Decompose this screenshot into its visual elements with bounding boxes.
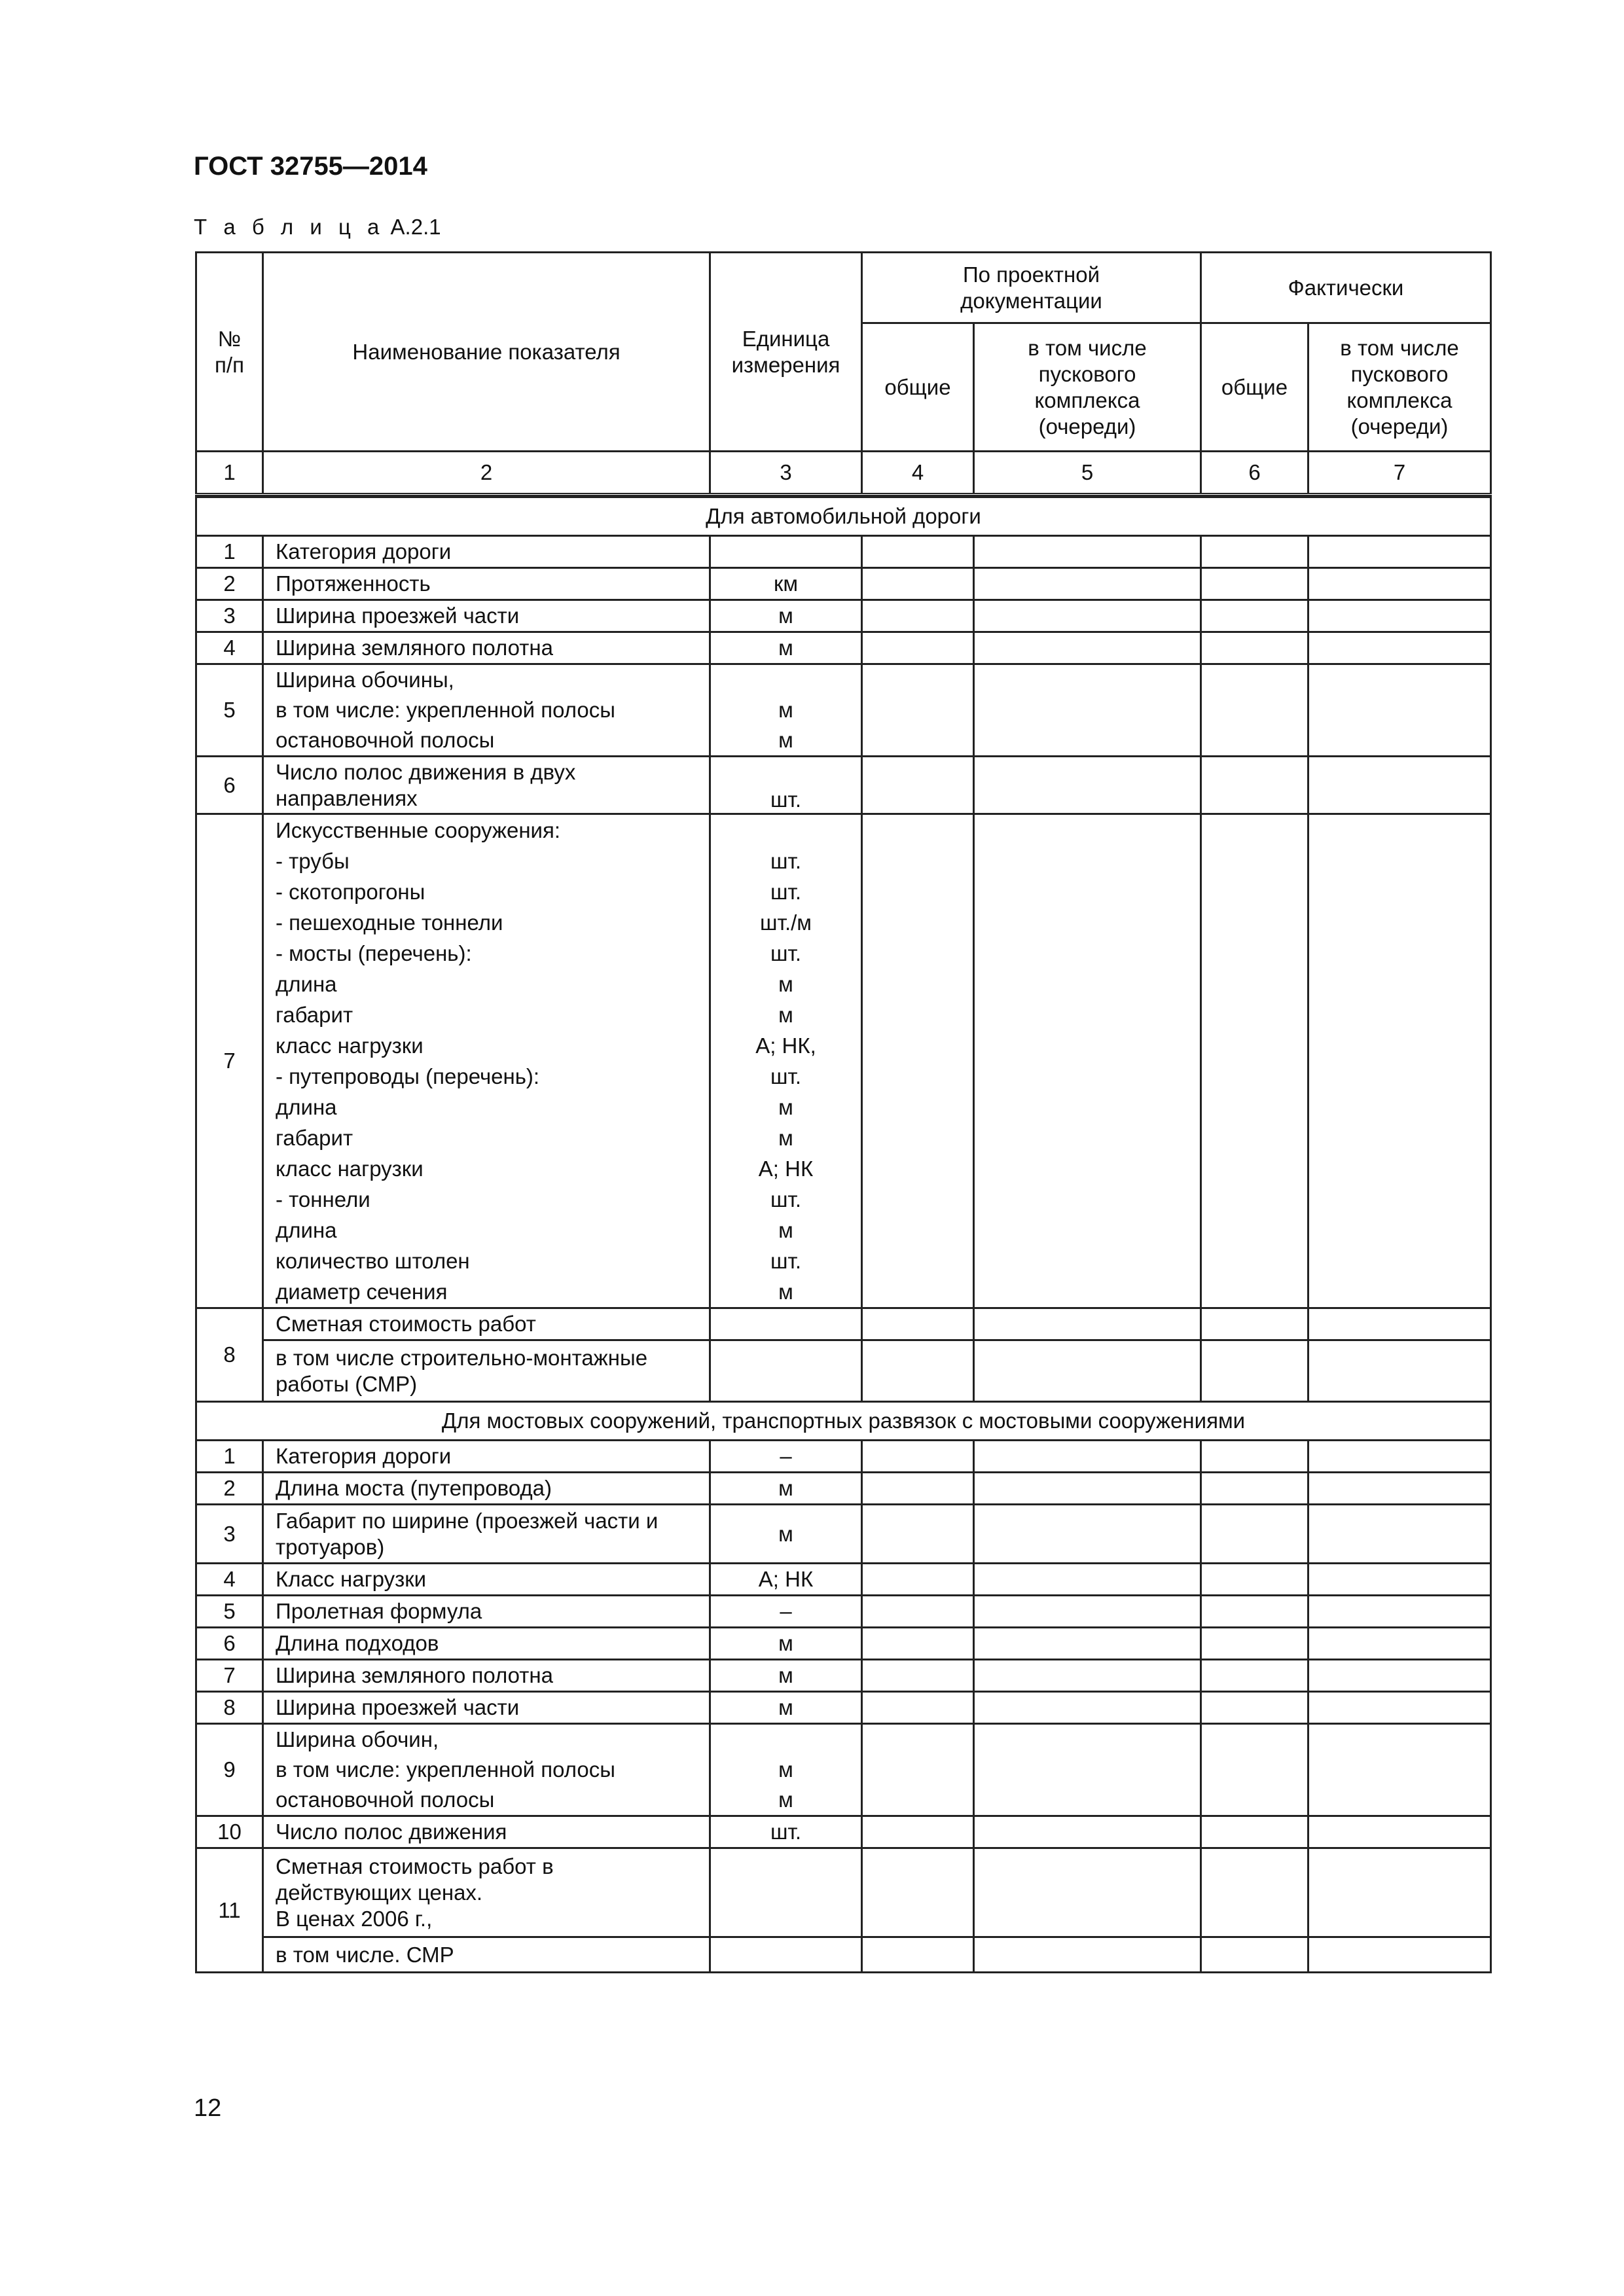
table-row — [196, 814, 1491, 1308]
table-word: Т а б л и ц а — [194, 215, 385, 239]
value-cell[interactable] — [862, 814, 974, 1308]
row-name: в том числе: укрепленной полосы — [263, 695, 710, 725]
row-name: Длина моста (путепровода) — [263, 1473, 710, 1505]
row-number: 3 — [196, 600, 263, 632]
row-name: в том числе: укрепленной полосы — [263, 1755, 710, 1785]
value-cell[interactable] — [1201, 1660, 1308, 1692]
row-unit — [710, 664, 862, 696]
value-cell[interactable] — [862, 1937, 974, 1973]
value-cell[interactable] — [974, 1505, 1201, 1564]
value-cell[interactable] — [974, 600, 1201, 632]
row-number: 8 — [196, 1692, 263, 1724]
column-index: 7 — [1308, 452, 1491, 495]
table-caption — [194, 215, 441, 240]
value-cell[interactable] — [1308, 536, 1491, 568]
row-name: Габарит по ширине (проезжей части и тротуаров) — [263, 1505, 710, 1564]
table-number: А.2.1 — [390, 215, 441, 239]
row-name: Ширина земляного полотна — [263, 632, 710, 664]
column-index: 5 — [974, 452, 1201, 495]
value-cell[interactable] — [1201, 1937, 1308, 1973]
row-name: Ширина обочин, — [263, 1724, 710, 1755]
column-header-unit: Единица измерения — [710, 253, 862, 452]
value-cell[interactable] — [1308, 1937, 1491, 1973]
value-cell[interactable] — [1308, 1473, 1491, 1505]
value-cell[interactable] — [1201, 600, 1308, 632]
value-cell[interactable] — [862, 1564, 974, 1596]
table-row — [196, 757, 1491, 814]
value-cell[interactable] — [862, 600, 974, 632]
value-cell[interactable] — [1201, 1340, 1308, 1402]
value-cell[interactable] — [862, 1692, 974, 1724]
row-unit: м — [710, 1628, 862, 1660]
row-number: 5 — [196, 1596, 263, 1628]
table-row — [196, 1816, 1491, 1848]
table-row — [196, 600, 1491, 632]
row-unit: м — [710, 600, 862, 632]
row-name: Пролетная формула — [263, 1596, 710, 1628]
value-cell[interactable] — [1201, 1724, 1308, 1755]
column-index-row — [196, 452, 1491, 495]
row-number: 3 — [196, 1505, 263, 1564]
value-cell[interactable] — [862, 1596, 974, 1628]
value-cell[interactable] — [1201, 1692, 1308, 1724]
value-cell[interactable] — [974, 1785, 1201, 1816]
value-cell[interactable] — [1308, 1505, 1491, 1564]
row-unit: м — [710, 1660, 862, 1692]
row-unit: А; НК — [710, 1564, 862, 1596]
row-unit: км — [710, 568, 862, 600]
value-cell[interactable] — [1201, 814, 1308, 1308]
row-unit — [710, 1724, 862, 1755]
value-cell[interactable] — [1308, 1660, 1491, 1692]
table-row — [196, 1596, 1491, 1628]
row-unit: – — [710, 1441, 862, 1473]
value-cell[interactable] — [974, 1660, 1201, 1692]
value-cell[interactable] — [862, 1340, 974, 1402]
row-name: Сметная стоимость работ — [263, 1308, 710, 1340]
row-name: Ширина обочины, — [263, 664, 710, 696]
row-name: Протяженность — [263, 568, 710, 600]
table-row — [196, 1473, 1491, 1505]
value-cell[interactable] — [974, 814, 1201, 1308]
value-cell[interactable] — [862, 1473, 974, 1505]
row-unit: м — [710, 632, 862, 664]
row-number: 6 — [196, 1628, 263, 1660]
value-cell[interactable] — [1201, 1596, 1308, 1628]
value-cell[interactable] — [1308, 600, 1491, 632]
value-cell[interactable] — [1308, 1692, 1491, 1724]
table-row — [196, 1937, 1491, 1973]
row-unit: м — [710, 725, 862, 757]
value-cell[interactable] — [1308, 1441, 1491, 1473]
row-name: остановочной полосы — [263, 1785, 710, 1816]
value-cell[interactable] — [974, 1596, 1201, 1628]
value-cell[interactable] — [974, 1848, 1201, 1937]
row-unit: – — [710, 1596, 862, 1628]
table-row — [196, 725, 1491, 757]
value-cell[interactable] — [1201, 1308, 1308, 1340]
row-unit: шт. шт. шт./м шт. м м А; НК, шт. м м А; НК шт. м шт. м — [710, 814, 862, 1308]
table-row — [196, 1660, 1491, 1692]
value-cell[interactable] — [862, 695, 974, 725]
column-header-actual: Фактически — [1201, 253, 1491, 323]
value-cell[interactable] — [974, 1724, 1201, 1755]
value-cell[interactable] — [1308, 568, 1491, 600]
row-unit — [710, 1308, 862, 1340]
value-cell[interactable] — [1201, 1816, 1308, 1848]
row-number: 8 — [196, 1308, 263, 1402]
value-cell[interactable] — [862, 1848, 974, 1937]
value-cell[interactable] — [1308, 1785, 1491, 1816]
value-cell[interactable] — [1308, 814, 1491, 1308]
value-cell[interactable] — [1201, 1848, 1308, 1937]
value-cell[interactable] — [1201, 632, 1308, 664]
indicators-table — [195, 251, 1492, 1973]
value-cell[interactable] — [1308, 1755, 1491, 1785]
value-cell[interactable] — [1308, 664, 1491, 696]
value-cell[interactable] — [974, 757, 1201, 814]
value-cell[interactable] — [1201, 1441, 1308, 1473]
value-cell[interactable] — [1201, 1628, 1308, 1660]
table-row — [196, 1564, 1491, 1596]
value-cell[interactable] — [974, 1308, 1201, 1340]
value-cell[interactable] — [1201, 568, 1308, 600]
table-row — [196, 536, 1491, 568]
row-name: Искусственные сооружения: - трубы - скотопрогоны - пешеходные тоннели - мосты (перечень): длина габарит класс нагрузки - путепроводы (перечень): длина габарит класс нагрузки - тоннели длина количество штолен диаметр сечения — [263, 814, 710, 1308]
row-unit: м — [710, 695, 862, 725]
row-name: Ширина проезжей части — [263, 600, 710, 632]
column-header-actual-launch: в том числе пускового комплекса (очереди) — [1308, 323, 1491, 452]
column-index: 1 — [196, 452, 263, 495]
column-header-actual-total: общие — [1201, 323, 1308, 452]
value-cell[interactable] — [862, 1785, 974, 1816]
value-cell[interactable] — [974, 1692, 1201, 1724]
value-cell[interactable] — [862, 1660, 974, 1692]
table-row — [196, 1308, 1491, 1340]
column-header-name: Наименование показателя — [263, 253, 710, 452]
value-cell[interactable] — [1308, 725, 1491, 757]
value-cell[interactable] — [862, 1628, 974, 1660]
table-row — [196, 1785, 1491, 1816]
value-cell[interactable] — [1308, 1340, 1491, 1402]
value-cell[interactable] — [974, 1564, 1201, 1596]
value-cell[interactable] — [1308, 632, 1491, 664]
row-unit: шт. — [710, 1816, 862, 1848]
value-cell[interactable] — [974, 568, 1201, 600]
value-cell[interactable] — [974, 1340, 1201, 1402]
row-number: 11 — [196, 1848, 263, 1973]
value-cell[interactable] — [1308, 1724, 1491, 1755]
column-index: 2 — [263, 452, 710, 495]
row-unit: м — [710, 1473, 862, 1505]
row-number: 9 — [196, 1724, 263, 1816]
value-cell[interactable] — [862, 757, 974, 814]
value-cell[interactable] — [1201, 1505, 1308, 1564]
value-cell[interactable] — [974, 1755, 1201, 1785]
value-cell[interactable] — [1201, 1473, 1308, 1505]
value-cell[interactable] — [1308, 1816, 1491, 1848]
row-number: 10 — [196, 1816, 263, 1848]
row-name: Категория дороги — [263, 536, 710, 568]
value-cell[interactable] — [974, 1816, 1201, 1848]
table-row — [196, 1848, 1491, 1937]
value-cell[interactable] — [1308, 695, 1491, 725]
row-unit — [710, 1848, 862, 1937]
row-name: остановочной полосы — [263, 725, 710, 757]
row-name: Число полос движения в двух направлениях — [263, 757, 710, 814]
value-cell[interactable] — [1201, 536, 1308, 568]
value-cell[interactable] — [1201, 1564, 1308, 1596]
value-cell[interactable] — [1308, 1848, 1491, 1937]
value-cell[interactable] — [1308, 1628, 1491, 1660]
section-title: Для мостовых сооружений, транспортных развязок с мостовыми сооружениями — [196, 1402, 1491, 1441]
row-unit: м — [710, 1785, 862, 1816]
row-unit: м — [710, 1505, 862, 1564]
value-cell[interactable] — [862, 632, 974, 664]
row-unit: м — [710, 1755, 862, 1785]
row-name: Сметная стоимость работ в действующих ценах. В ценах 2006 г., — [263, 1848, 710, 1937]
value-cell[interactable] — [1201, 725, 1308, 757]
value-cell[interactable] — [974, 1473, 1201, 1505]
column-header-project-launch: в том числе пускового комплекса (очереди) — [974, 323, 1201, 452]
value-cell[interactable] — [1201, 695, 1308, 725]
value-cell[interactable] — [1308, 1308, 1491, 1340]
value-cell[interactable] — [974, 1441, 1201, 1473]
table-row — [196, 1692, 1491, 1724]
value-cell[interactable] — [862, 664, 974, 696]
value-cell[interactable] — [974, 1628, 1201, 1660]
value-cell[interactable] — [862, 568, 974, 600]
row-name: в том числе. СМР — [263, 1937, 710, 1973]
column-index: 4 — [862, 452, 974, 495]
value-cell[interactable] — [1201, 664, 1308, 696]
value-cell[interactable] — [862, 1308, 974, 1340]
table-row — [196, 695, 1491, 725]
value-cell[interactable] — [1201, 757, 1308, 814]
row-name: Число полос движения — [263, 1816, 710, 1848]
column-index: 3 — [710, 452, 862, 495]
value-cell[interactable] — [1308, 757, 1491, 814]
row-name: Ширина проезжей части — [263, 1692, 710, 1724]
table-row — [196, 1505, 1491, 1564]
row-number: 4 — [196, 632, 263, 664]
row-name: Длина подходов — [263, 1628, 710, 1660]
value-cell[interactable] — [974, 536, 1201, 568]
row-number: 1 — [196, 1441, 263, 1473]
value-cell[interactable] — [974, 725, 1201, 757]
value-cell[interactable] — [862, 1816, 974, 1848]
row-number: 7 — [196, 1660, 263, 1692]
row-number: 7 — [196, 814, 263, 1308]
table-row — [196, 1340, 1491, 1402]
row-name: в том числе строительно-монтажные работы (СМР) — [263, 1340, 710, 1402]
row-number: 2 — [196, 568, 263, 600]
row-name: Категория дороги — [263, 1441, 710, 1473]
table-row — [196, 1628, 1491, 1660]
row-number: 5 — [196, 664, 263, 757]
row-name: Класс нагрузки — [263, 1564, 710, 1596]
row-number: 2 — [196, 1473, 263, 1505]
table-row — [196, 664, 1491, 696]
row-number: 4 — [196, 1564, 263, 1596]
value-cell[interactable] — [1201, 1755, 1308, 1785]
value-cell[interactable] — [1308, 1596, 1491, 1628]
table-row — [196, 632, 1491, 664]
value-cell[interactable] — [974, 695, 1201, 725]
row-unit — [710, 1937, 862, 1973]
row-unit: м — [710, 1692, 862, 1724]
value-cell[interactable] — [862, 1724, 974, 1755]
value-cell[interactable] — [974, 632, 1201, 664]
column-header-project-total: общие — [862, 323, 974, 452]
row-name: Ширина земляного полотна — [263, 1660, 710, 1692]
row-unit — [710, 1340, 862, 1402]
column-header-project: По проектной документации — [862, 253, 1201, 323]
value-cell[interactable] — [974, 1937, 1201, 1973]
value-cell[interactable] — [862, 725, 974, 757]
row-number: 1 — [196, 536, 263, 568]
document-header: ГОСТ 32755—2014 — [194, 152, 427, 181]
table-row — [196, 568, 1491, 600]
value-cell[interactable] — [862, 1441, 974, 1473]
table-row — [196, 1755, 1491, 1785]
table-row — [196, 1441, 1491, 1473]
value-cell[interactable] — [974, 664, 1201, 696]
table-row — [196, 1724, 1491, 1755]
row-unit — [710, 536, 862, 568]
row-number: 6 — [196, 757, 263, 814]
row-unit: шт. — [710, 757, 862, 814]
column-header-number: № п/п — [196, 253, 263, 452]
column-index: 6 — [1201, 452, 1308, 495]
value-cell[interactable] — [862, 1505, 974, 1564]
value-cell[interactable] — [862, 536, 974, 568]
value-cell[interactable] — [862, 1755, 974, 1785]
value-cell[interactable] — [1308, 1564, 1491, 1596]
section-title: Для автомобильной дороги — [196, 497, 1491, 536]
page-number: 12 — [194, 2094, 222, 2122]
value-cell[interactable] — [1201, 1785, 1308, 1816]
